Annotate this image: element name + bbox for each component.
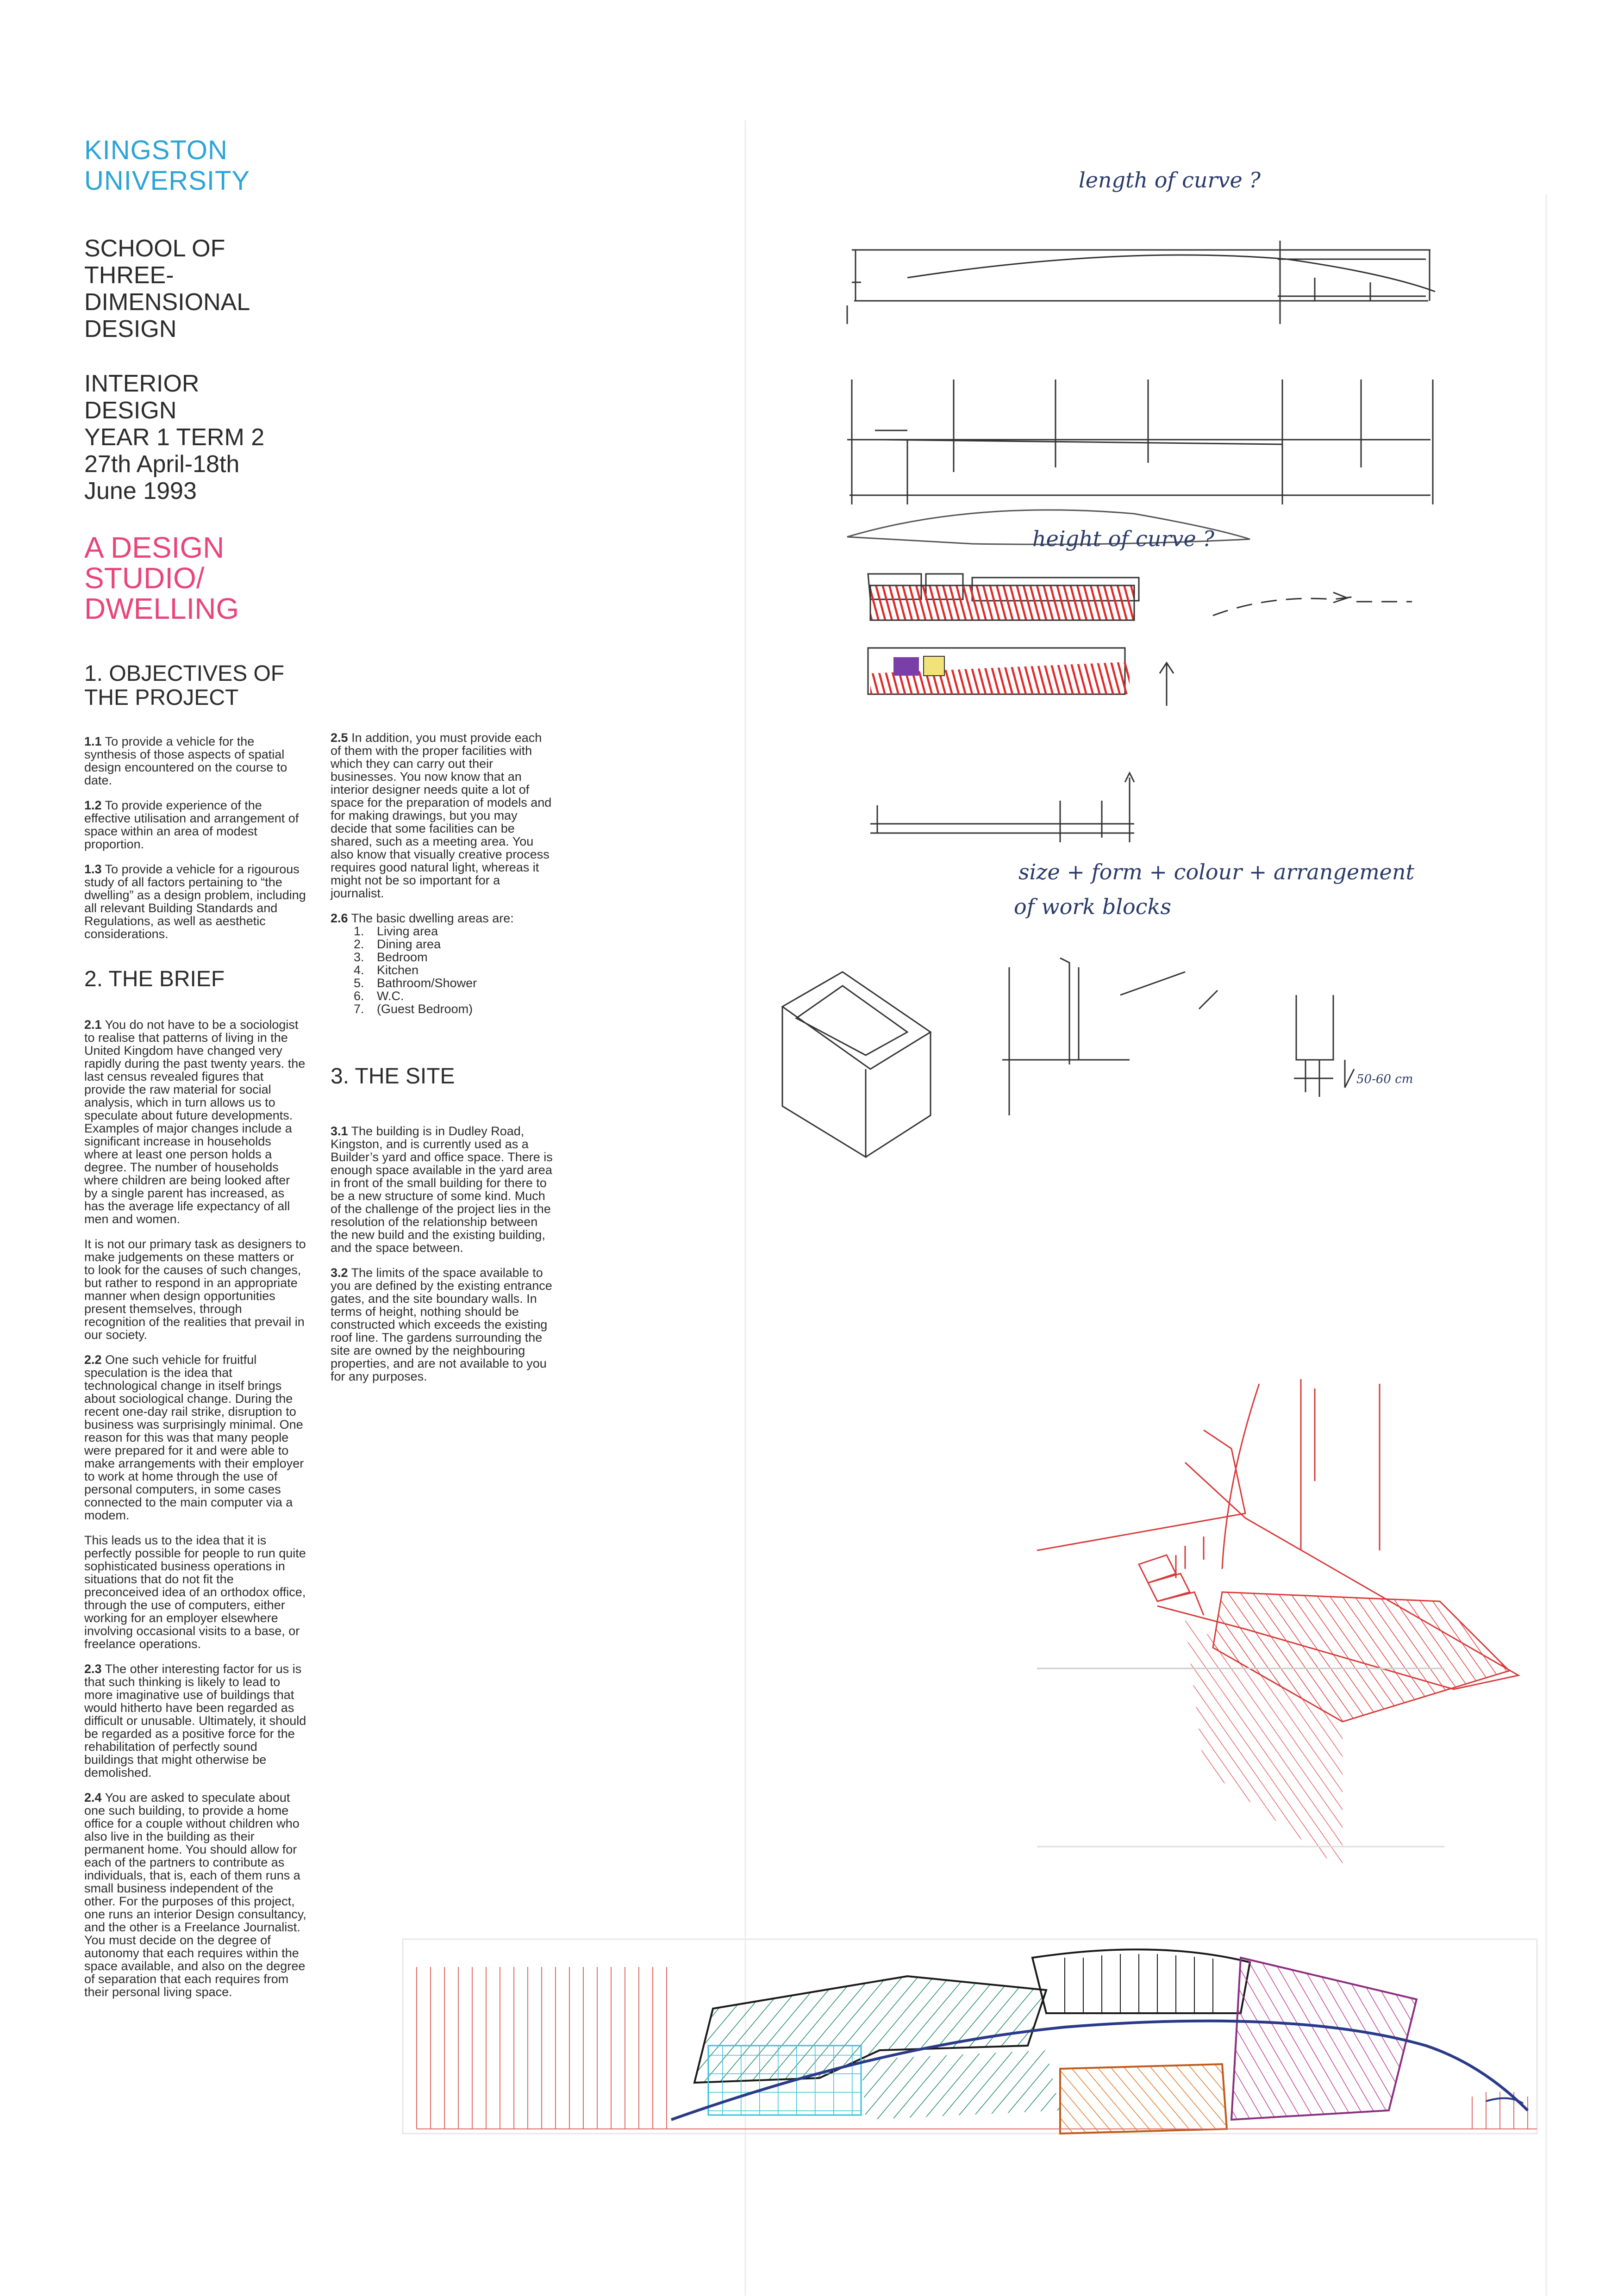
brief-item: It is not our primary task as designers to make judgements on these matters or to look for the causes of such changes, but rather to respond in an appropriate manner when design opportunities present themselves, through recognition of the realities that prevail in our society. bbox=[84, 1237, 306, 1342]
box-sketch bbox=[782, 958, 1354, 1157]
brief-item: 2.6 The basic dwelling areas are: bbox=[331, 911, 514, 925]
university-name: KINGSTON UNIVERSITY bbox=[84, 135, 250, 196]
objectives-heading: 1. OBJECTIVES OF THE PROJECT bbox=[84, 661, 285, 710]
objective-item: 1.2 To provide experience of the effective utilisation and arrangement of space within an area of modest proportion. bbox=[84, 798, 299, 851]
list-item: 3. Bedroom bbox=[354, 950, 428, 964]
length-of-curve-note: length of curve ? bbox=[1079, 168, 1261, 193]
list-item: 6. W.C. bbox=[354, 989, 404, 1003]
school-name: SCHOOL OF THREE- DIMENSIONAL DESIGN bbox=[84, 235, 250, 342]
top-section-sketch bbox=[847, 241, 1435, 324]
objective-item: 1.1 To provide a vehicle for the synthesis of those aspects of spatial design encountered on the course to date. bbox=[84, 734, 287, 787]
site-item: 3.1 The building is in Dudley Road, Kingston, and is currently used as a Builder’s yard and office space. There is enough space available in the yard area in front of the small building for there to be a new structure of some kind. Much of the challenge of the project lies in the resolution of the relationship between the new build and the existing building, and the space between. bbox=[331, 1124, 553, 1255]
list-item: 1. Living area bbox=[354, 924, 438, 938]
brief-item: This leads us to the idea that it is perfectly possible for people to run quite sophisticated business operations in situations that do not fit the preconceived idea of an orthodox office, through the use of computers, either working for an employer elsewhere involving occasional visits to a base, or freelance operations. bbox=[84, 1533, 306, 1651]
site-heading: 3. THE SITE bbox=[331, 1064, 455, 1089]
bench-sketch bbox=[870, 773, 1134, 842]
objective-item: 1.3 To provide a vehicle for a rigourous study of all factors pertaining to “the dwelling” as a design problem, including all relevant Building Standards and Regulations, as well as aesthetic considerations. bbox=[84, 862, 306, 941]
list-item: 2. Dining area bbox=[354, 937, 441, 951]
brief-item: 2.1 You do not have to be a sociologist to realise that patterns of living in the United Kingdom have changed very rapidly during the past twenty years. the last census revealed figures that provide the raw material for social analysis, which in turn allows us to speculate about future developments. Examples of major changes include a significant increase in households where at least one person holds a degree. The number of households where children are being looked after by a single parent has increased, as has the average life expectancy of all men and women. bbox=[84, 1018, 306, 1226]
elevation-sketch bbox=[403, 1939, 1537, 2134]
brief-heading: 2. THE BRIEF bbox=[84, 967, 225, 991]
brief-item: 2.4 You are asked to speculate about one such building, to provide a home office for a couple without children who also live in the building as their permanent home. You should allow for each of the partners to contribute as individuals, that is, each of them runs a small business independent of the other. For the purposes of this project, one runs an interior Design consultancy, and the other is a Freelance Journalist. You must decide on the degree of autonomy that each requires within the space available, and also on the degree of separation that each requires from their personal living space. bbox=[84, 1791, 306, 1999]
site-item: 3.2 The limits of the space available to you are defined by the existing entrance gates, and the site boundary walls. In terms of height, nothing should be constructed which exceeds the existing roof line. The gardens surrounding the site are owned by the neighbouring properties, and are not available to you for any purposes. bbox=[331, 1266, 552, 1383]
curve-sketch bbox=[847, 510, 1250, 551]
size-form-note: size + form + colour + arrangement bbox=[1018, 859, 1415, 884]
work-blocks-note: of work blocks bbox=[1014, 894, 1171, 919]
second-section-sketch bbox=[847, 380, 1433, 504]
course-info: INTERIOR DESIGN YEAR 1 TERM 2 27th April-18th June 1993 bbox=[84, 370, 265, 504]
height-of-curve-note: height of curve ? bbox=[1032, 526, 1214, 551]
list-item: 7. (Guest Bedroom) bbox=[354, 1002, 473, 1016]
list-item: 4. Kitchen bbox=[354, 963, 419, 977]
dimension-note: 50-60 cm bbox=[1356, 1072, 1413, 1086]
colour-block-sketches bbox=[868, 574, 1412, 706]
list-item: 5. Bathroom/Shower bbox=[354, 976, 477, 990]
project-title: A DESIGN STUDIO/ DWELLING bbox=[84, 531, 239, 625]
brief-item: 2.2 One such vehicle for fruitful speculation is the idea that technological change in itself brings about sociological change. During the recent one-day rail strike, disruption to business was surprisingly minimal. One reason for this was that many people were prepared for it and were able to make arrangements with their employer to work at home through the use of personal computers, in some cases connected to the main computer via a modem. bbox=[84, 1353, 304, 1522]
brief-item: 2.3 The other interesting factor for us is that such thinking is likely to lead to more imaginative use of buildings that would hitherto have been regarded as difficult or unusable. Ultimately, it should be regarded as a positive force for the rehabilitation of perfectly sound buildings that might otherwise be demolished. bbox=[84, 1662, 306, 1780]
brief-item: 2.5 In addition, you must provide each of them with the proper facilities with which they can carry out their businesses. You now know that an interior designer needs quite a lot of space for the preparation of models and for making drawings, but you may decide that some facilities can be shared, such as a meeting area. You also know that visually creative process requires good natural light, whereas it might not be so important for a journalist. bbox=[331, 731, 552, 900]
